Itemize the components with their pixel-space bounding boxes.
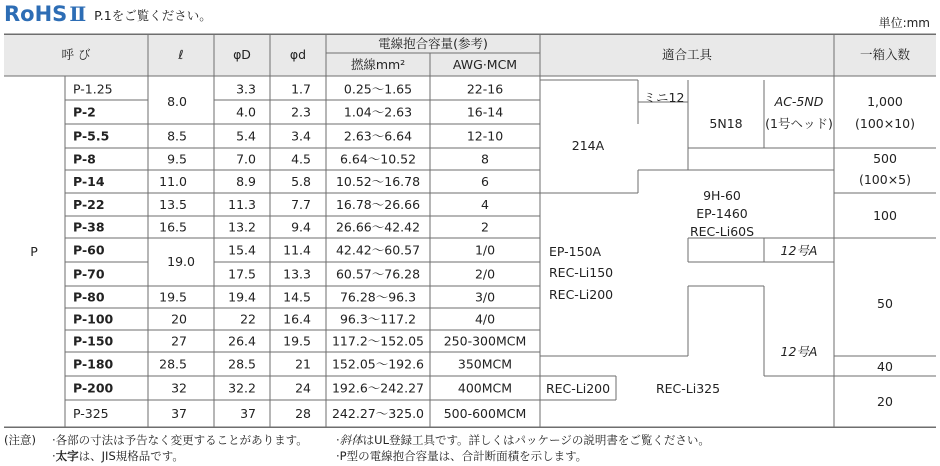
cell-awg: 8 [481, 151, 489, 167]
cell-mm2: 1.04～2.63 [343, 104, 413, 120]
note-3: ·斜体はUL登録工具です。詳しくはパッケージの説明書をご覧ください。 [336, 433, 710, 447]
cell-name: P-60 [73, 242, 105, 258]
cell-awg: 12-10 [466, 128, 504, 144]
cell-mm2: 242.27～325.0 [331, 406, 425, 421]
cell-D: 32.2 [228, 380, 256, 396]
cell-awg: 16-14 [466, 104, 504, 120]
cell-D: 11.3 [228, 197, 256, 212]
header-phiD: φD [233, 47, 251, 62]
cell-awg: 350MCM [457, 356, 513, 372]
tool-12a-1: 12号A [780, 243, 818, 258]
header-l: ℓ [178, 47, 184, 62]
box-3: 100 [873, 208, 897, 223]
cell-d: 7.7 [291, 197, 311, 212]
cell-d: 16.4 [283, 311, 311, 327]
cell-name: P-38 [73, 219, 105, 235]
cell-D: 8.9 [236, 174, 256, 189]
cell-awg: 1/0 [474, 242, 496, 258]
cell-D: 15.4 [228, 242, 256, 258]
cell-D: 19.4 [228, 289, 256, 305]
tool-9h60: 9H-60 [703, 188, 741, 203]
header-box: 一箱入数 [859, 47, 911, 62]
cell-name: P-200 [73, 380, 114, 396]
tool-ac5nd-sub: (1号ヘッド) [765, 116, 833, 131]
cell-D: 3.3 [236, 81, 256, 97]
cell-mm2: 0.25～1.65 [343, 81, 413, 97]
cell-l: 37 [171, 406, 187, 421]
cell-mm2: 152.05～192.6 [331, 356, 425, 372]
cell-l: 16.5 [159, 219, 187, 235]
cell-mm2: 192.6～242.27 [331, 380, 425, 396]
tool-recli200b: REC-Li200 [545, 381, 611, 396]
box-2-sub: (100×5) [858, 172, 912, 187]
cell-name: P-150 [73, 333, 114, 349]
cell-name: P-70 [73, 266, 105, 282]
tool-214a: 214A [571, 138, 605, 153]
cell-D: 37 [240, 406, 256, 421]
tool-recli60s: REC-Li60S [689, 224, 755, 239]
cell-awg: 400MCM [457, 380, 513, 396]
tool-5n18: 5N18 [709, 116, 743, 131]
tool-mini12: ミニ12 [643, 90, 685, 105]
cell-mm2: 26.66～42.42 [335, 219, 421, 235]
header-name: 呼 び [61, 47, 91, 62]
cell-mm2: 10.52～16.78 [335, 174, 421, 189]
cell-awg: 4/0 [474, 311, 496, 327]
rohs-note: P.1をご覧ください。 [94, 8, 212, 23]
cell-mm2: 60.57～76.28 [335, 266, 421, 282]
cell-awg: 4 [481, 197, 489, 212]
cell-awg: 6 [481, 174, 489, 189]
cell-l: 19.5 [159, 289, 187, 305]
cell-d: 21 [295, 356, 311, 372]
cell-awg: 2 [481, 219, 489, 235]
l-merged-2: 19.0 [167, 254, 195, 269]
note-4: ·P型の電線抱合容量は、合計断面積を示します。 [336, 449, 588, 463]
cell-D: 26.4 [228, 333, 256, 349]
cell-name: P-8 [73, 151, 96, 167]
group-label: P [30, 244, 38, 259]
cell-name: P-1.25 [73, 81, 113, 97]
cell-d: 19.5 [283, 333, 311, 349]
tool-recli325: REC-Li325 [655, 381, 721, 396]
cell-name: P-2 [73, 104, 96, 120]
cell-mm2: 2.63～6.64 [343, 128, 413, 144]
cell-mm2: 96.3～117.2 [339, 311, 417, 327]
cell-name: P-325 [73, 406, 109, 421]
header-awg: AWG·MCM [452, 57, 518, 72]
cell-d: 2.3 [291, 104, 311, 120]
cell-D: 7.0 [236, 151, 256, 167]
cell-l: 9.5 [167, 151, 187, 167]
note-1: ·各部の寸法は予告なく変更することがあります。 [52, 433, 308, 447]
cell-D: 5.4 [236, 128, 256, 144]
header-mm2: 撚線mm² [350, 57, 406, 72]
l-merged-1: 8.0 [167, 94, 187, 109]
table-rows [73, 82, 526, 422]
header-phid: φd [289, 47, 307, 62]
unit-label: 単位:mm [878, 16, 930, 30]
header-tools: 適合工具 [661, 47, 713, 62]
box-1: 1,000 [867, 94, 903, 109]
tool-12a-2: 12号A [780, 344, 818, 359]
rohs-logo: RoHS Ⅱ [4, 2, 87, 26]
box-5: 40 [877, 359, 893, 374]
box-4: 50 [877, 296, 893, 311]
cell-name: P-22 [73, 197, 105, 212]
cell-mm2: 6.64～10.52 [339, 151, 417, 167]
cell-D: 28.5 [228, 356, 256, 372]
cell-D: 17.5 [228, 266, 256, 282]
cell-name: P-5.5 [73, 128, 110, 144]
cell-l: 8.5 [167, 128, 187, 144]
cell-mm2: 42.42～60.57 [335, 242, 421, 258]
cell-d: 4.5 [291, 151, 311, 167]
cell-d: 14.5 [283, 289, 311, 305]
cell-l: 11.0 [159, 174, 187, 189]
notes-label: (注意) [4, 433, 36, 447]
cell-name: P-14 [73, 174, 105, 189]
box-1-sub: (100×10) [855, 116, 915, 131]
cell-d: 11.4 [283, 242, 311, 258]
cell-l: 28.5 [159, 356, 187, 372]
header-capacity: 電線抱合容量(参考) [378, 36, 488, 51]
cell-D: 4.0 [236, 104, 256, 120]
cell-d: 1.7 [291, 81, 311, 97]
cell-d: 5.8 [291, 174, 311, 189]
cell-awg: 22-16 [466, 81, 504, 97]
cell-D: 22 [240, 311, 256, 327]
cell-mm2: 117.2～152.05 [331, 333, 425, 349]
cell-name: P-80 [73, 289, 105, 305]
note-2: ·太字は、JIS規格品です。 [52, 449, 184, 463]
note-3-italic: 斜体 [339, 433, 363, 447]
cell-d: 24 [295, 380, 311, 396]
tool-recli200: REC-Li200 [549, 287, 614, 302]
cell-l: 27 [171, 333, 187, 349]
tool-ac5nd: AC-5ND [774, 94, 824, 109]
cell-d: 28 [295, 406, 311, 421]
cell-name: P-100 [73, 311, 114, 327]
cell-mm2: 16.78～26.66 [335, 197, 421, 212]
tool-ep1460: EP-1460 [696, 206, 748, 221]
cell-l: 13.5 [159, 197, 187, 212]
tool-ep150a: EP-150A [549, 244, 602, 259]
box-6: 20 [877, 394, 893, 409]
cell-l: 32 [171, 380, 187, 396]
cell-mm2: 76.28～96.3 [339, 289, 417, 305]
cell-D: 13.2 [228, 219, 256, 235]
cell-awg: 500-600MCM [443, 406, 527, 421]
cell-awg: 2/0 [474, 266, 496, 282]
cell-awg: 250-300MCM [443, 333, 527, 349]
box-2: 500 [873, 151, 897, 166]
tool-recli150: REC-Li150 [549, 265, 614, 280]
cell-d: 13.3 [283, 266, 311, 282]
cell-name: P-180 [73, 356, 114, 372]
cell-l: 20 [171, 311, 187, 327]
cell-d: 9.4 [291, 219, 311, 235]
note-2-bold: 太字 [55, 449, 79, 463]
cell-awg: 3/0 [474, 289, 496, 305]
cell-d: 3.4 [291, 128, 311, 144]
